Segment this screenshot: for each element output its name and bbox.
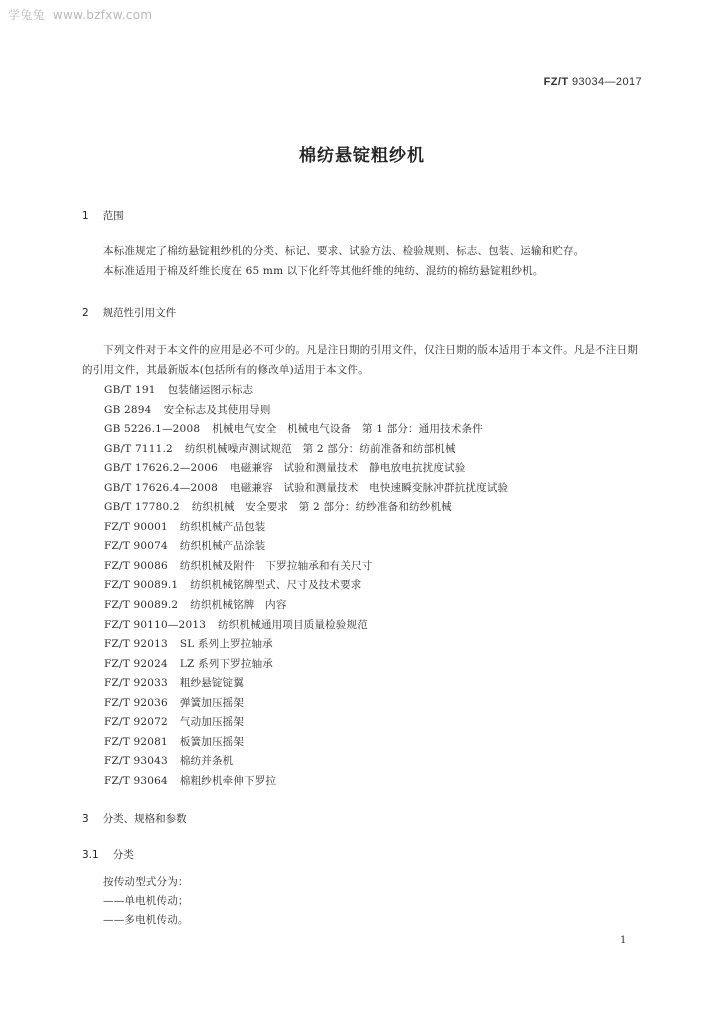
reference-code: FZ/T 92033	[104, 677, 168, 690]
reference-code: GB 5226.1—2008	[104, 423, 201, 436]
reference-item	[104, 420, 508, 440]
reference-title: 棉纺并条机	[179, 755, 234, 768]
reference-item	[104, 537, 508, 557]
reference-title: 纺织机械噪声测试规范 第 2 部分：纺前准备和纺部机械	[184, 442, 456, 455]
standard-number	[544, 76, 642, 88]
reference-item	[104, 694, 508, 714]
reference-item	[104, 557, 508, 577]
reference-item	[104, 655, 508, 675]
reference-item	[104, 616, 508, 636]
subsection-title: 分类	[112, 849, 134, 861]
reference-code: GB/T 191	[104, 384, 156, 396]
reference-item	[104, 733, 508, 753]
reference-title: 纺织机械通用项目质量检验规范	[218, 618, 368, 631]
reference-title: 棉粗纱机牵伸下罗拉	[179, 774, 277, 787]
standard-prefix: FZ/T	[543, 76, 569, 88]
section-number: 2	[82, 307, 89, 319]
scope-paragraph: 本标准规定了棉纺悬锭粗纱机的分类、标记、要求、试验方法、检验规则、标志、包装、运输和贮存。	[103, 245, 585, 257]
scope-paragraph: 本标准适用于棉及纤维长度在 65 mm 以下化纤等其他纤维的纯纺、混纺的棉纺悬锭粗纱机。	[103, 265, 544, 277]
watermark-site-name: 学兔兔	[8, 8, 45, 22]
reference-title: 纺织机械产品涂装	[179, 540, 266, 553]
reference-code: FZ/T 92036	[104, 696, 168, 709]
classification-line: ——单电机传动；	[103, 895, 189, 907]
subsection-number: 3.1	[82, 849, 99, 861]
section-number: 3	[82, 813, 89, 825]
reference-code: FZ/T 92024	[104, 657, 168, 670]
reference-title: 板簧加压摇架	[179, 735, 245, 748]
reference-title: 电磁兼容 试验和测量技术 电快速瞬变脉冲群抗扰度试验	[230, 481, 509, 494]
reference-title: 弹簧加压摇架	[179, 696, 245, 709]
watermark-site-url: www.bzfxw.com	[52, 8, 153, 22]
standard-number-value: 93034—2017	[571, 76, 642, 88]
reference-item	[104, 752, 508, 772]
reference-title: 包装储运图示标志	[167, 384, 254, 396]
reference-item	[104, 381, 508, 401]
reference-title: SL 系列上罗拉轴承	[179, 638, 273, 651]
reference-item	[104, 459, 508, 479]
section-title: 规范性引用文件	[102, 307, 177, 319]
reference-title: 安全标志及其使用导则	[163, 403, 271, 416]
reference-code: GB/T 17626.2—2006	[104, 462, 219, 475]
reference-code: FZ/T 93043	[104, 755, 168, 768]
normative-refs-intro: 下列文件对于本文件的应用是必不可少的。凡是注日期的引用文件，仅注日期的版本适用于本文件。凡是不注日期的引用文件，其最新版本(包括所有的修改单)适用于本文件。	[82, 344, 638, 376]
reference-code: FZ/T 90089.2	[104, 599, 179, 612]
section-normative-refs-heading	[82, 305, 176, 320]
reference-code: FZ/T 90074	[104, 540, 168, 553]
reference-item	[104, 401, 508, 421]
reference-item	[104, 498, 508, 518]
reference-title: 纺织机械 安全要求 第 2 部分：纺纱准备和纺纱机械	[191, 501, 452, 514]
reference-list	[104, 381, 508, 791]
reference-code: FZ/T 92013	[104, 638, 168, 651]
reference-code: GB/T 17626.4—2008	[104, 481, 219, 494]
reference-code: FZ/T 90086	[104, 559, 168, 572]
reference-item	[104, 772, 508, 792]
document-title: 棉纺悬锭粗纱机	[299, 146, 425, 166]
page-number: 1	[620, 935, 627, 946]
reference-title: LZ 系列下罗拉轴承	[179, 657, 273, 670]
reference-item	[104, 440, 508, 460]
reference-item	[104, 713, 508, 733]
reference-code: FZ/T 90089.1	[104, 579, 179, 592]
reference-item	[104, 576, 508, 596]
section-number: 1	[82, 210, 89, 222]
reference-title: 纺织机械产品包装	[179, 520, 266, 533]
reference-item	[104, 596, 508, 616]
reference-title: 纺织机械铭牌型式、尺寸及技术要求	[190, 579, 362, 592]
subsection-heading	[82, 847, 134, 862]
reference-code: GB 2894	[104, 403, 152, 416]
reference-item	[104, 674, 508, 694]
reference-item	[104, 635, 508, 655]
reference-item	[104, 518, 508, 538]
section-scope-heading	[82, 208, 124, 223]
section-title: 分类、规格和参数	[102, 813, 187, 825]
reference-title: 纺织机械及附件 下罗拉轴承和有关尺寸	[179, 559, 373, 572]
classification-line: ——多电机传动。	[103, 914, 189, 926]
classification-line: 按传动型式分为：	[103, 876, 189, 888]
reference-title: 纺织机械铭牌 内容	[190, 599, 287, 612]
reference-title: 机械电气安全 机械电气设备 第 1 部分：通用技术条件	[212, 423, 483, 436]
section-title: 范围	[102, 210, 124, 222]
reference-code: GB/T 7111.2	[104, 442, 173, 455]
section-classification-heading	[82, 811, 187, 826]
reference-item	[104, 479, 508, 499]
reference-code: FZ/T 90110—2013	[104, 618, 207, 631]
reference-code: GB/T 17780.2	[104, 501, 180, 514]
watermark	[8, 6, 160, 23]
reference-title: 气动加压摇架	[179, 716, 245, 729]
reference-code: FZ/T 93064	[104, 774, 168, 787]
reference-title: 电磁兼容 试验和测量技术 静电放电抗扰度试验	[230, 462, 466, 475]
reference-code: FZ/T 92081	[104, 735, 168, 748]
reference-title: 粗纱悬锭锭翼	[179, 677, 245, 690]
reference-code: FZ/T 92072	[104, 716, 168, 729]
reference-code: FZ/T 90001	[104, 520, 168, 533]
